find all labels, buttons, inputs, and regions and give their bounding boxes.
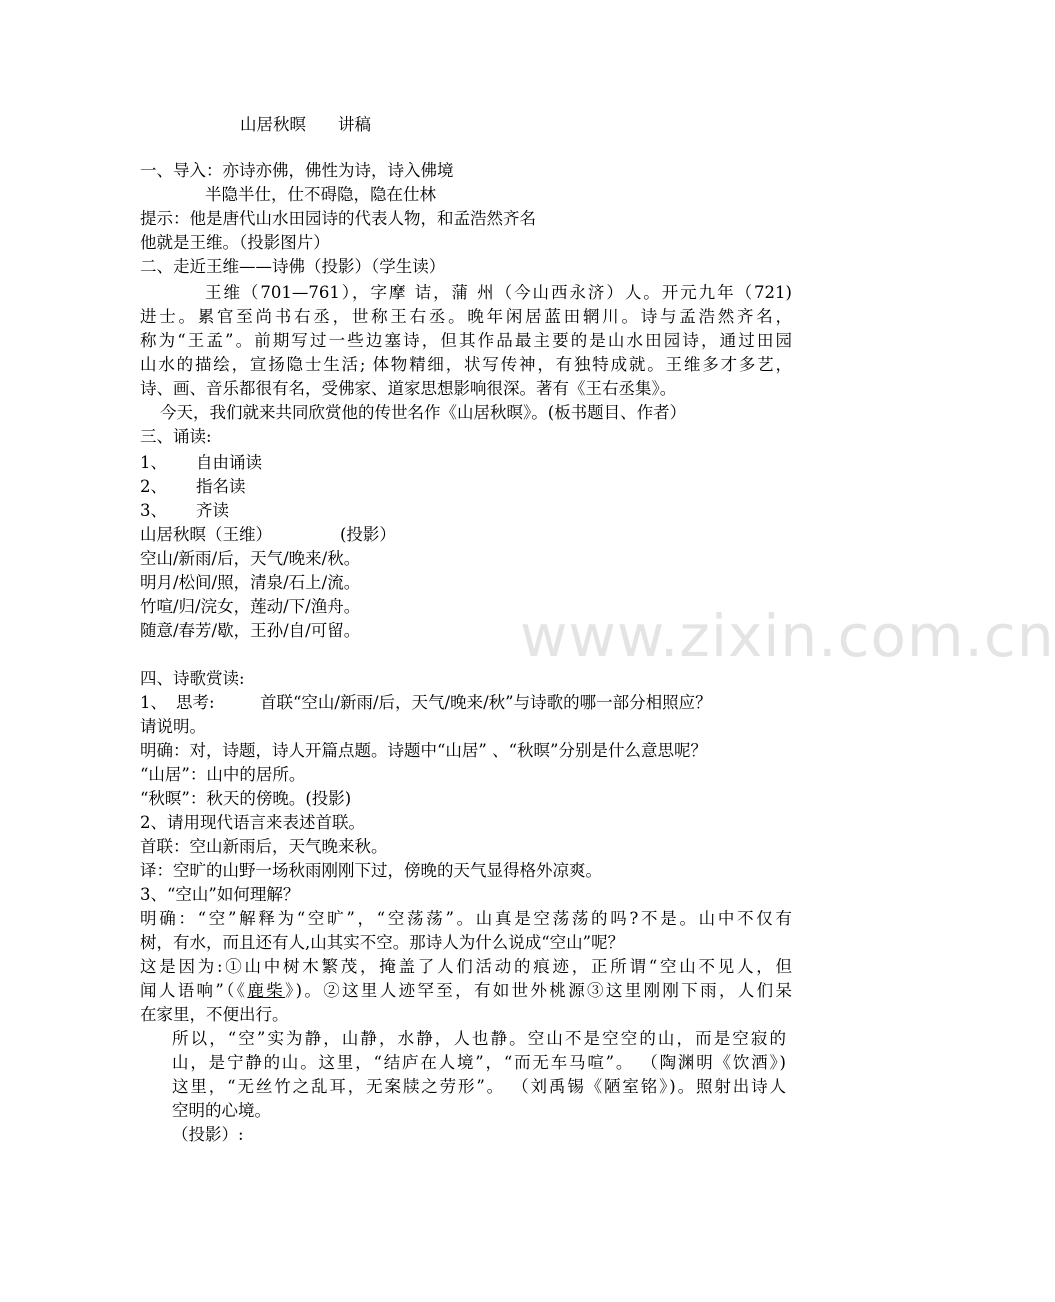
bio-line-5: 诗、画、音乐都很有名，受佛家、道家思想影响很深。著有《王右丞集》。: [140, 379, 677, 398]
intro-line-2: 半隐半仕，仕不碍隐，隐在仕林: [205, 185, 436, 204]
poem-line-4: 随意/春芳/歇，王孙/自/可留。: [140, 621, 361, 640]
list-item-number: 3、: [140, 501, 167, 520]
answer-2-line-2: 译：空旷的山野一场秋雨刚刚下过，傍晚的天气显得格外凉爽。: [140, 861, 602, 880]
question-1: [140, 692, 712, 714]
answer-3-line-1: 明确：“空”解释为“空旷”，“空荡荡”。山真是空荡荡的吗?不是。山中不仅有: [140, 909, 792, 928]
section3-heading: 三、诵读:: [140, 427, 212, 446]
question-2: 2、请用现代语言来表述首联。: [140, 813, 365, 832]
paragraph-line-1: 所以，“空”实为静，山静，水静，人也静。空山不是空空的山，而是空寂的: [172, 1029, 786, 1048]
list-item-text: 自由诵读: [196, 453, 262, 472]
watermark: www.zixin.com.cn: [520, 602, 1055, 670]
intro-line-3: 提示：他是唐代山水田园诗的代表人物，和孟浩然齐名: [140, 209, 536, 228]
question-number: 1、: [140, 693, 167, 712]
list-item-text: 指名读: [196, 477, 246, 496]
poem-title: [140, 524, 396, 546]
question-1-cont: 请说明。: [140, 717, 206, 736]
paragraph-line-4: 空明的心境。: [172, 1101, 271, 1120]
intro-line-4: 他就是王维。（投影图片）: [140, 233, 330, 252]
list-item-number: 1、: [140, 453, 167, 472]
answer-3-line-2: 树，有水，而且还有人,山其实不空。那诗人为什么说成“空山”呢？: [140, 933, 625, 952]
answer-3-line-3: 这是因为:①山中树木繁茂，掩盖了人们活动的痕迹，正所谓“空山不见人，但: [140, 957, 792, 976]
poem-reference-link[interactable]: 鹿柴: [247, 981, 286, 1000]
list-item: [140, 500, 229, 522]
title-suffix: 讲稿: [338, 115, 371, 134]
definition-shanju: “山居”：山中的居所。: [140, 765, 306, 784]
poem-title-text: 山居秋暝（王维）: [140, 525, 272, 544]
section2-heading: 二、走近王维——诗佛（投影）（学生读）: [140, 257, 446, 276]
list-item: [140, 476, 246, 498]
answer-3-line-4: [140, 980, 792, 1002]
poem-line-3: 竹喧/归/浣女，莲动/下/渔舟。: [140, 597, 361, 616]
title-text: 山居秋暝: [240, 115, 306, 134]
question-label: 思考:: [176, 693, 215, 712]
answer-3-line-5: 在家里，不便出行。: [140, 1005, 289, 1024]
definition-qiuming: “秋暝”：秋天的傍晚。(投影): [140, 789, 352, 808]
bio-line-3: 称为“王孟”。前期写过一些边塞诗，但其作品最主要的是山水田园诗，通过田园: [140, 331, 792, 350]
paragraph-line-3: 这里，“无丝竹之乱耳，无案牍之劳形”。 （刘禹锡《陋室铭》)。照射出诗人: [172, 1077, 786, 1096]
section4-heading: 四、诗歌赏读:: [140, 669, 245, 688]
question-3: 3、“空山”如何理解？: [140, 885, 300, 904]
today-line: 今天，我们就来共同欣赏他的传世名作《山居秋暝》。(板书题目、作者）: [160, 403, 687, 422]
poem-note: (投影）: [340, 525, 396, 544]
poem-line-1: 空山/新雨/后，天气/晚来/秋。: [140, 549, 361, 568]
bio-line-1: 王维（701—761），字摩 诘，蒲 州（今山西永济）人。开元九年（721): [205, 283, 792, 302]
list-item-text: 齐读: [196, 501, 229, 520]
bio-line-2: 进士。累官至尚书右丞，世称王右丞。晚年闲居蓝田辋川。诗与孟浩然齐名，: [140, 307, 792, 326]
answer-2-line-1: 首联：空山新雨后，天气晚来秋。: [140, 837, 388, 856]
intro-line-1: 一、导入：亦诗亦佛，佛性为诗，诗入佛境: [140, 161, 454, 180]
answer-text: 》)。②这里人迹罕至，有如世外桃源③这里刚刚下雨，人们呆: [285, 981, 792, 1000]
list-item-number: 2、: [140, 477, 167, 496]
answer-1: 明确：对，诗题，诗人开篇点题。诗题中“山居” 、“秋暝”分别是什么意思呢？: [140, 741, 707, 760]
list-item: [140, 452, 262, 474]
question-text: 首联“空山/新雨/后，天气/晚来/秋”与诗歌的哪一部分相照应？: [260, 693, 712, 712]
page-title: [240, 114, 371, 136]
bio-line-4: 山水的描绘，宣扬隐士生活; 体物精细，状写传神，有独特成就。王维多才多艺，: [140, 355, 792, 374]
paragraph-line-5: （投影）:: [172, 1125, 244, 1144]
paragraph-line-2: 山，是宁静的山。这里，“结庐在人境”，“而无车马喧”。 （陶渊明《饮酒》): [172, 1053, 786, 1072]
answer-text: 闻人语响”（《: [140, 981, 248, 1000]
poem-line-2: 明月/松间/照，清泉/石上/流。: [140, 573, 361, 592]
